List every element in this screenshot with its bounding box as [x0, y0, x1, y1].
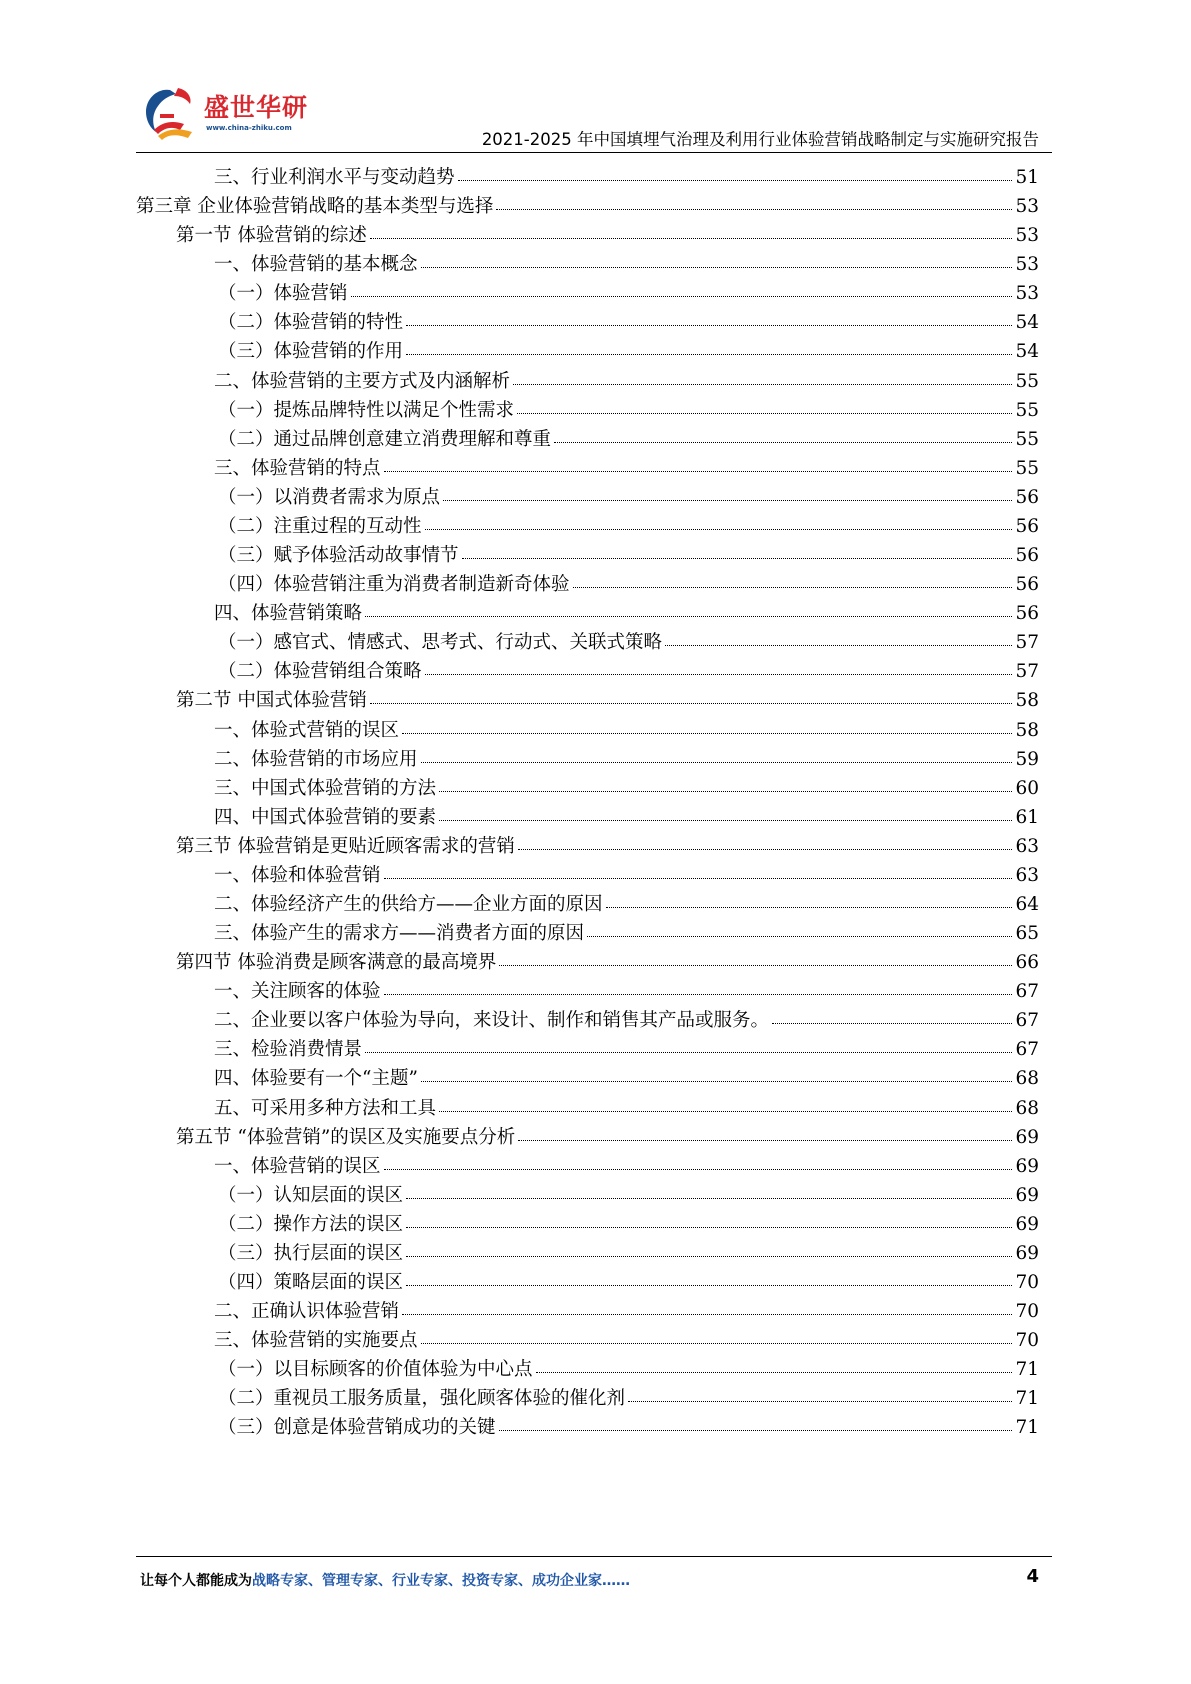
toc-entry-title: 第三章 企业体验营销战略的基本类型与选择	[136, 196, 494, 218]
toc-leader-dots	[462, 558, 1013, 559]
toc-leader-dots	[384, 471, 1013, 472]
toc-entry-title: 第一节 体验营销的综述	[176, 225, 367, 247]
toc-entry[interactable]	[176, 831, 1039, 862]
toc-leader-dots	[554, 442, 1012, 443]
toc-entry-title: 三、中国式体验营销的方法	[214, 777, 437, 799]
toc-entry[interactable]	[214, 802, 1039, 833]
toc-leader-dots	[439, 791, 1012, 792]
toc-entry-page: 68	[1015, 1097, 1039, 1119]
toc-entry[interactable]	[218, 627, 1039, 658]
toc-entry-page: 67	[1015, 1039, 1039, 1061]
toc-leader-dots	[518, 849, 1013, 850]
toc-entry-title: 二、体验经济产生的供给方——企业方面的原因	[214, 894, 603, 915]
toc-leader-dots	[402, 733, 1012, 734]
toc-entry-title: 一、体验式营销的误区	[214, 719, 400, 741]
toc-entry-page: 69	[1015, 1155, 1039, 1177]
toc-leader-dots	[439, 1111, 1012, 1112]
toc-entry[interactable]	[176, 685, 1039, 716]
toc-entry[interactable]	[218, 395, 1039, 426]
toc-entry-page: 56	[1015, 486, 1039, 508]
toc-leader-dots	[365, 1052, 1012, 1053]
toc-entry-page: 71	[1015, 1417, 1039, 1439]
toc-entry-title: 二、体验营销的主要方式及内涵解析	[214, 370, 511, 392]
toc-leader-dots	[406, 1285, 1012, 1286]
toc-leader-dots	[384, 994, 1013, 995]
toc-entry-page: 67	[1015, 1010, 1039, 1032]
toc-leader-dots	[425, 529, 1013, 530]
toc-entry-page: 63	[1015, 835, 1039, 857]
toc-leader-dots	[365, 616, 1012, 617]
toc-leader-dots	[665, 645, 1012, 646]
toc-entry-title: （四）体验营销注重为消费者制造新奇体验	[218, 574, 570, 596]
toc-entry-page: 70	[1015, 1301, 1039, 1323]
toc-entry-page: 57	[1015, 661, 1039, 683]
toc-leader-dots	[421, 1081, 1013, 1082]
toc-entry[interactable]	[218, 1180, 1039, 1211]
header-divider	[136, 152, 1052, 153]
toc-leader-dots	[370, 238, 1013, 239]
toc-entry[interactable]	[218, 1267, 1039, 1298]
toc-leader-dots	[351, 296, 1013, 297]
toc-entry-title: 第三节 体验营销是更贴近顾客需求的营销	[176, 835, 515, 857]
toc-leader-dots	[406, 1227, 1012, 1228]
toc-entry-title: （二）操作方法的误区	[218, 1213, 404, 1235]
company-logo	[140, 84, 320, 144]
toc-entry-page: 69	[1015, 1184, 1039, 1206]
toc-entry[interactable]	[214, 715, 1039, 746]
toc-leader-dots	[458, 180, 1013, 181]
toc-entry-title: （二）体验营销的特性	[218, 312, 404, 334]
toc-entry-page: 54	[1015, 312, 1039, 334]
toc-entry-title: （三）赋予体验活动故事情节	[218, 545, 459, 567]
toc-entry-page: 67	[1015, 981, 1039, 1003]
toc-entry-page: 55	[1015, 457, 1039, 479]
toc-entry[interactable]	[214, 453, 1039, 484]
toc-leader-dots	[496, 209, 1012, 210]
toc-leader-dots	[606, 907, 1013, 908]
toc-entry[interactable]	[176, 947, 1039, 978]
toc-entry[interactable]	[214, 918, 1039, 949]
footer-slogan	[140, 1570, 630, 1590]
toc-entry-page: 53	[1015, 196, 1039, 218]
toc-entry[interactable]	[218, 540, 1039, 571]
toc-entry[interactable]	[218, 307, 1039, 338]
toc-entry[interactable]	[218, 1412, 1039, 1443]
toc-entry-page: 63	[1015, 864, 1039, 886]
toc-entry-page: 56	[1015, 603, 1039, 625]
toc-entry-page: 55	[1015, 428, 1039, 450]
toc-entry-title: （一）以消费者需求为原点	[218, 486, 441, 508]
toc-entry-title: （二）重视员工服务质量，强化顾客体验的催化剂	[218, 1388, 626, 1410]
logo-text: 盛世华研	[204, 93, 309, 122]
toc-leader-dots	[439, 820, 1012, 821]
page-header	[0, 0, 1191, 160]
toc-entry[interactable]	[214, 1151, 1039, 1182]
toc-entry-page: 55	[1015, 370, 1039, 392]
toc-entry[interactable]	[218, 482, 1039, 513]
toc-entry-page: 53	[1015, 254, 1039, 276]
toc-leader-dots	[499, 1430, 1013, 1431]
toc-entry-title: 二、正确认识体验营销	[214, 1301, 400, 1323]
toc-leader-dots	[443, 500, 1012, 501]
toc-entry-page: 55	[1015, 399, 1039, 421]
toc-entry-title: 一、体验营销的基本概念	[214, 254, 418, 276]
toc-entry-title: 一、体验和体验营销	[214, 864, 381, 886]
toc-entry[interactable]	[214, 1093, 1039, 1124]
toc-entry-title: （二）通过品牌创意建立消费理解和尊重	[218, 428, 552, 450]
toc-leader-dots	[406, 1198, 1012, 1199]
toc-entry[interactable]	[218, 424, 1039, 455]
toc-entry-page: 59	[1015, 748, 1039, 770]
toc-entry[interactable]	[214, 1296, 1039, 1327]
toc-leader-dots	[573, 587, 1013, 588]
toc-entry[interactable]	[218, 1238, 1039, 1269]
toc-entry-title: （三）执行层面的误区	[218, 1242, 404, 1264]
toc-entry-page: 51	[1015, 167, 1039, 188]
toc-leader-dots	[587, 936, 1012, 937]
toc-entry-page: 69	[1015, 1213, 1039, 1235]
toc-leader-dots	[772, 1023, 1012, 1024]
toc-entry-title: 三、体验产生的需求方——消费者方面的原因	[214, 923, 585, 945]
toc-entry-title: （一）体验营销	[218, 283, 348, 305]
toc-leader-dots	[628, 1401, 1012, 1402]
toc-leader-dots	[425, 674, 1013, 675]
toc-entry-page: 56	[1015, 515, 1039, 537]
toc-entry[interactable]	[218, 569, 1039, 600]
toc-leader-dots	[406, 325, 1012, 326]
toc-entry[interactable]	[176, 220, 1039, 251]
toc-entry-title: 四、体验营销策略	[214, 603, 363, 625]
toc-entry-page: 53	[1015, 283, 1039, 305]
report-title: 2021-2025 年中国填埋气治理及利用行业体验营销战略制定与实施研究报告	[481, 130, 1039, 149]
toc-leader-dots	[402, 1314, 1012, 1315]
toc-entry-title: 四、中国式体验营销的要素	[214, 806, 437, 828]
toc-entry-page: 61	[1015, 806, 1039, 828]
toc-entry-title: 第二节 中国式体验营销	[176, 690, 367, 712]
toc-entry[interactable]	[218, 1354, 1039, 1385]
logo-url: www.china-zhiku.com	[206, 124, 292, 132]
toc-entry-title: （四）策略层面的误区	[218, 1272, 404, 1294]
toc-entry[interactable]	[214, 598, 1039, 629]
toc-entry[interactable]	[214, 1325, 1039, 1356]
logo-emblem-icon	[140, 84, 202, 142]
toc-entry-title: （一）认知层面的误区	[218, 1184, 404, 1206]
toc-entry-title: 二、体验营销的市场应用	[214, 748, 418, 770]
toc-entry-page: 71	[1015, 1359, 1039, 1381]
toc-leader-dots	[518, 1140, 1012, 1141]
toc-entry[interactable]	[214, 162, 1039, 193]
footer-prefix: 让每个人都能成为	[140, 1573, 252, 1589]
toc-entry[interactable]	[214, 744, 1039, 775]
toc-entry[interactable]	[136, 191, 1039, 222]
toc-leader-dots	[370, 703, 1013, 704]
toc-entry-page: 70	[1015, 1272, 1039, 1294]
toc-entry[interactable]	[214, 976, 1039, 1007]
toc-entry-title: 三、体验营销的实施要点	[214, 1330, 418, 1352]
footer-divider	[136, 1556, 1052, 1557]
toc-leader-dots	[421, 762, 1013, 763]
toc-entry-page: 65	[1015, 923, 1039, 945]
toc-entry-title: （二）注重过程的互动性	[218, 515, 422, 537]
toc-leader-dots	[517, 413, 1012, 414]
toc-entry-page: 68	[1015, 1068, 1039, 1090]
toc-entry[interactable]	[218, 1209, 1039, 1240]
toc-entry-title: （二）体验营销组合策略	[218, 661, 422, 683]
toc-entry-title: 五、可采用多种方法和工具	[214, 1097, 437, 1119]
toc-entry-title: 二、企业要以客户体验为导向，来设计、制作和销售其产品或服务。	[214, 1010, 770, 1032]
toc-entry[interactable]	[176, 1122, 1039, 1153]
toc-entry-title: 三、检验消费情景	[214, 1039, 363, 1061]
toc-entry-title: （一）感官式、情感式、思考式、行动式、关联式策略	[218, 632, 663, 654]
toc-entry-title: 一、关注顾客的体验	[214, 981, 381, 1003]
toc-entry-title: （一）以目标顾客的价值体验为中心点	[218, 1359, 533, 1381]
toc-entry-title: 第四节 体验消费是顾客满意的最高境界	[176, 952, 497, 974]
toc-entry-title: （三）创意是体验营销成功的关键	[218, 1417, 496, 1439]
toc-entry-title: （一）提炼品牌特性以满足个性需求	[218, 399, 515, 421]
toc-leader-dots	[536, 1372, 1013, 1373]
footer-highlight: 战略专家、管理专家、行业专家、投资专家、成功企业家……	[252, 1573, 630, 1589]
toc-entry[interactable]	[214, 1005, 1039, 1036]
toc-entry-page: 56	[1015, 545, 1039, 567]
toc-leader-dots	[513, 384, 1012, 385]
toc-leader-dots	[406, 354, 1012, 355]
toc-entry[interactable]	[218, 1383, 1039, 1414]
toc-entry-page: 56	[1015, 574, 1039, 596]
toc-entry[interactable]	[214, 1063, 1039, 1094]
toc-entry-title: 三、行业利润水平与变动趋势	[214, 167, 455, 188]
toc-entry[interactable]	[218, 511, 1039, 542]
toc-entry[interactable]	[218, 656, 1039, 687]
page-number: 4	[1026, 1566, 1039, 1587]
toc-entry-page: 58	[1015, 719, 1039, 741]
toc-entry-page: 64	[1015, 894, 1039, 915]
toc-entry-title: （三）体验营销的作用	[218, 341, 404, 363]
toc-entry-page: 57	[1015, 632, 1039, 654]
toc-entry-page: 54	[1015, 341, 1039, 363]
toc-entry-page: 53	[1015, 225, 1039, 247]
toc-entry-page: 69	[1015, 1126, 1039, 1148]
toc-entry-page: 71	[1015, 1388, 1039, 1410]
toc-entry[interactable]	[218, 336, 1039, 367]
toc-entry[interactable]	[214, 889, 1039, 920]
toc-entry-page: 60	[1015, 777, 1039, 799]
toc-leader-dots	[499, 965, 1012, 966]
toc-entry-title: 一、体验营销的误区	[214, 1155, 381, 1177]
toc-entry-page: 69	[1015, 1242, 1039, 1264]
toc-entry-page: 70	[1015, 1330, 1039, 1352]
toc-leader-dots	[406, 1256, 1012, 1257]
toc-leader-dots	[384, 1169, 1013, 1170]
toc-entry[interactable]	[214, 366, 1039, 397]
toc-entry[interactable]	[214, 860, 1039, 891]
toc-entry-title: 三、体验营销的特点	[214, 457, 381, 479]
toc-leader-dots	[384, 878, 1013, 879]
toc-leader-dots	[421, 267, 1013, 268]
toc-entry-page: 66	[1015, 952, 1039, 974]
toc-entry[interactable]	[214, 1034, 1039, 1065]
toc-entry-title: 第五节 “体验营销”的误区及实施要点分析	[176, 1126, 516, 1148]
toc-entry-title: 四、体验要有一个“主题”	[214, 1068, 418, 1090]
toc-entry[interactable]	[214, 249, 1039, 280]
toc-entry[interactable]	[218, 278, 1039, 309]
toc-leader-dots	[421, 1343, 1013, 1344]
toc-entry[interactable]	[214, 773, 1039, 804]
toc-entry-page: 58	[1015, 690, 1039, 712]
